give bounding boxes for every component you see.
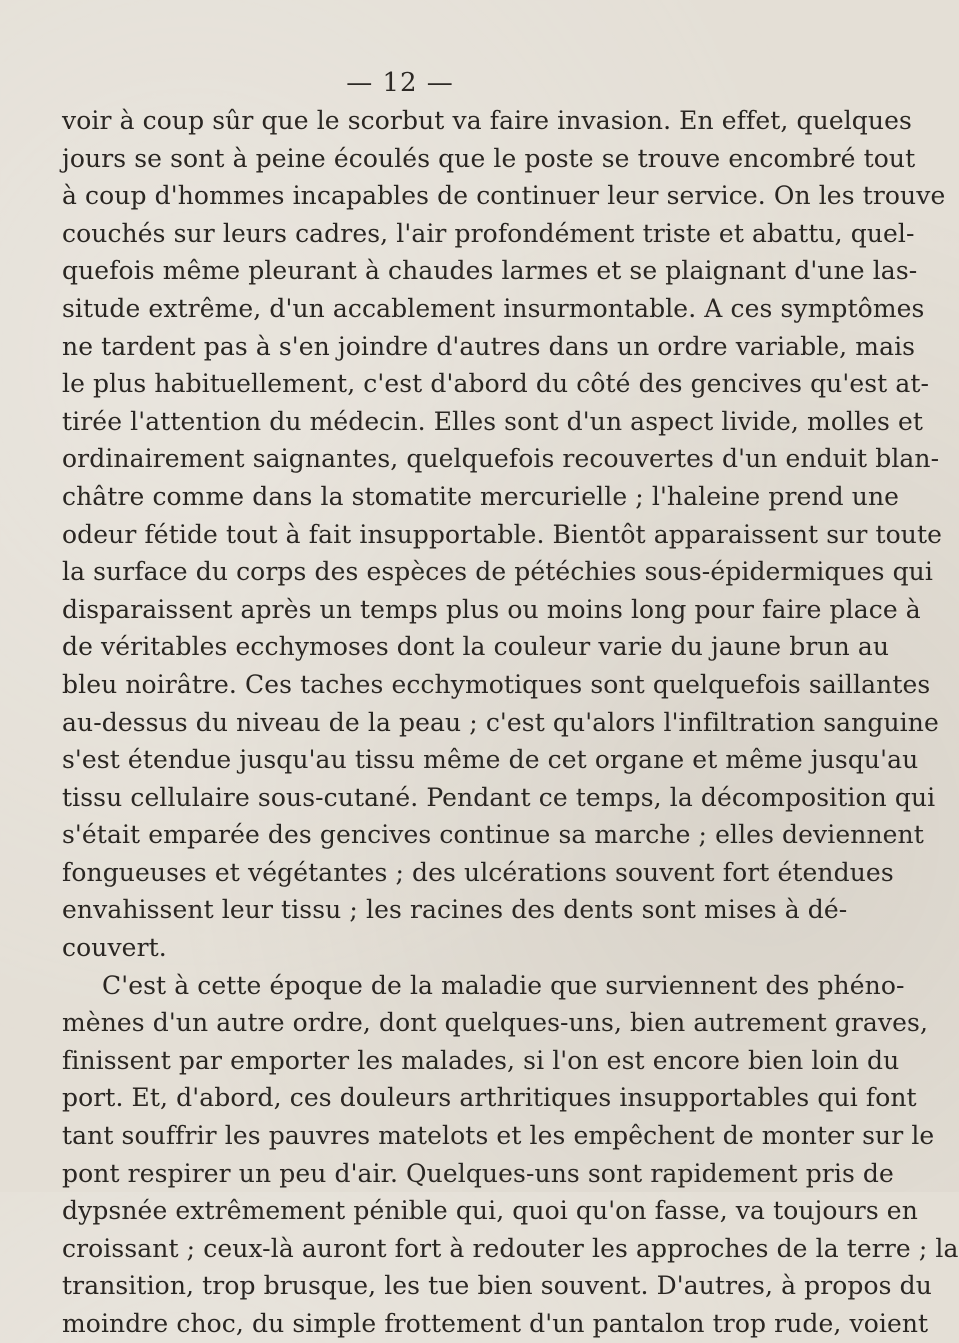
text-line: odeur fétide tout à fait insupportable. Bientôt apparaissent sur toute bbox=[62, 519, 942, 549]
text-line: s'était emparée des gencives continue sa marche ; elles deviennent bbox=[62, 820, 924, 850]
text-line: de véritables ecchymoses dont la couleur varie du jaune brun au bbox=[62, 632, 890, 662]
body-text bbox=[62, 102, 959, 1343]
text-line: ne tardent pas à s'en joindre d'autres dans un ordre variable, mais bbox=[62, 331, 916, 361]
text-line: ordinairement saignantes, quelquefois recouvertes d'un enduit blan- bbox=[62, 444, 940, 474]
text-line: mènes d'un autre ordre, dont quelques-uns, bien autrement graves, bbox=[62, 1008, 929, 1038]
paragraph bbox=[62, 967, 959, 1343]
text-line: envahissent leur tissu ; les racines des dents sont mises à dé- bbox=[62, 895, 848, 925]
text-line: la surface du corps des espèces de pétéchies sous-épidermiques qui bbox=[62, 557, 933, 587]
text-line: quefois même pleurant à chaudes larmes et se plaignant d'une las- bbox=[62, 256, 918, 286]
text-line: dypsnée extrêmement pénible qui, quoi qu'on fasse, va toujours en bbox=[62, 1196, 918, 1226]
text-line: situde extrême, d'un accablement insurmontable. A ces symptômes bbox=[62, 293, 925, 323]
text-line: voir à coup sûr que le scorbut va faire invasion. En effet, quelques bbox=[62, 106, 912, 135]
text-line: pont respirer un peu d'air. Quelques-uns sont rapidement pris de bbox=[62, 1158, 894, 1188]
text-line: couvert. bbox=[62, 933, 167, 963]
text-line: fongueuses et végétantes ; des ulcérations souvent fort étendues bbox=[62, 857, 894, 887]
text-line: tirée l'attention du médecin. Elles sont d'un aspect livide, molles et bbox=[62, 406, 924, 436]
text-line: tant souffrir les pauvres matelots et les empêchent de monter sur le bbox=[62, 1121, 935, 1151]
text-line: moindre choc, du simple frottement d'un pantalon trop rude, voient bbox=[62, 1309, 929, 1338]
text-line: port. Et, d'abord, ces douleurs arthritiques insupportables qui font bbox=[62, 1083, 917, 1113]
text-line: finissent par emporter les malades, si l'on est encore bien loin du bbox=[62, 1045, 900, 1075]
text-line: à coup d'hommes incapables de continuer leur service. On les trouve bbox=[62, 181, 946, 211]
text-line: châtre comme dans la stomatite mercurielle ; l'haleine prend une bbox=[62, 481, 900, 511]
text-line: C'est à cette époque de la maladie que surviennent des phéno- bbox=[102, 970, 905, 1000]
text-line: tissu cellulaire sous-cutané. Pendant ce temps, la décomposition qui bbox=[62, 782, 936, 812]
text-line: le plus habituellement, c'est d'abord du côté des gencives qu'est at- bbox=[62, 369, 930, 399]
text-line: bleu noirâtre. Ces taches ecchymotiques sont quelquefois saillantes bbox=[62, 669, 931, 699]
text-line: s'est étendue jusqu'au tissu même de cet organe et même jusqu'au bbox=[62, 745, 919, 775]
page-number: — 12 — bbox=[346, 68, 454, 98]
text-line: disparaissent après un temps plus ou moins long pour faire place à bbox=[62, 594, 921, 624]
text-line: transition, trop brusque, les tue bien souvent. D'autres, à propos du bbox=[62, 1271, 932, 1301]
text-line: couchés sur leurs cadres, l'air profondément triste et abattu, quel- bbox=[62, 218, 915, 248]
text-line: croissant ; ceux-là auront fort à redouter les approches de la terre ; la bbox=[62, 1233, 959, 1263]
paragraph bbox=[62, 102, 946, 967]
text-line: au-dessus du niveau de la peau ; c'est qu'alors l'infiltration sanguine bbox=[62, 707, 939, 737]
text-line: jours se sont à peine écoulés que le poste se trouve encombré tout bbox=[62, 143, 916, 173]
